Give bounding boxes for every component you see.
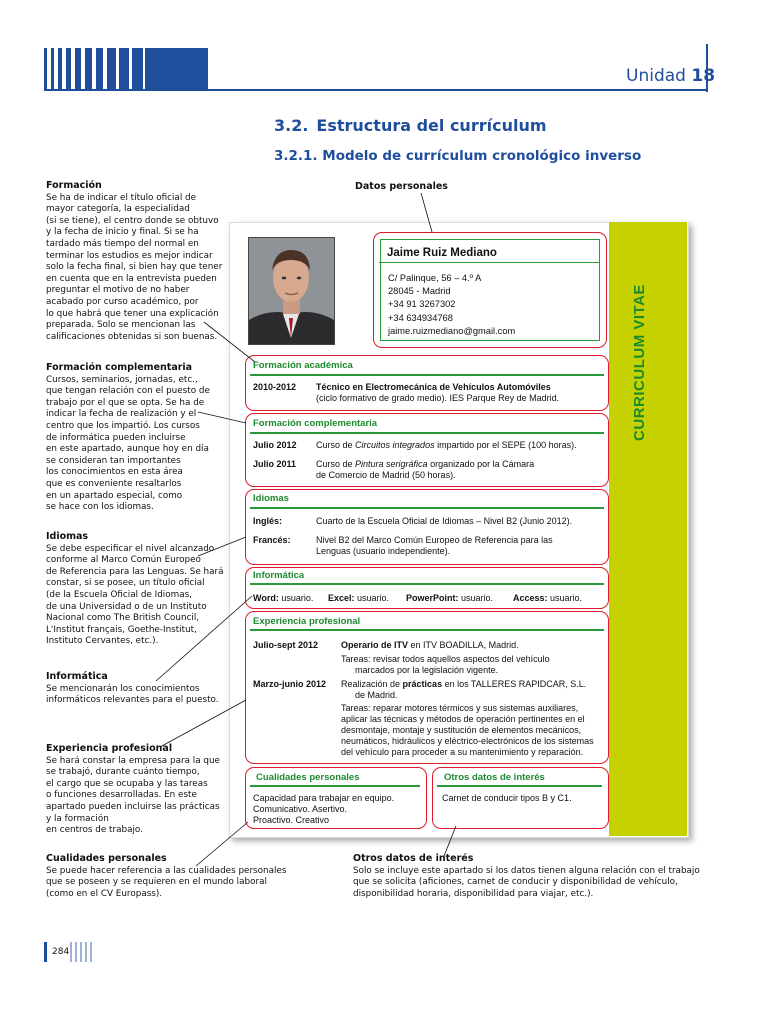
note-line: preparada. Solo se mencionan las (46, 320, 196, 331)
exp2-title: Realización de prácticas en los TALLERES RAPIDCAR, S.L. de Madrid. (341, 679, 587, 700)
note-line: L'Institut français, Goethe-Institut, (46, 624, 197, 635)
note-line: preguntar el motivo de no haber (46, 285, 190, 296)
informatica-word: Word: usuario. (253, 593, 314, 603)
note-line: se trabajó, durante cuánto tiempo, (46, 767, 200, 778)
sec-experiencia: Experiencia profesional (253, 616, 361, 627)
note-line: mayor categoría, la especialidad (46, 204, 190, 215)
subsection-title: 3.2.1. Modelo de currículum cronológico inverso (274, 148, 642, 164)
note-line: se consideran tan importantes (46, 455, 181, 466)
ingles-text: Cuarto de la Escuela Oficial de Idiomas – Nivel B2 (Junio 2012). (316, 516, 573, 526)
exp1-tasks: Tareas: revisar todos aquellos aspectos del vehículo marcados por la legislación vigente. (341, 654, 550, 675)
note-idiomas: Idiomas Se debe especificar el nivel alcanzado conforme al Marco Común Europeo de Referencia para las Lenguas. Se hará constar, si se posee, un título oficial (de la Escuela Oficial de Idiomas, de una Universidad o de un Instituto Nacional como The British Council, L'Institut français, Goethe-Institut, Instituto Cervantes, etc.). (46, 531, 236, 648)
footer-stripes (70, 942, 92, 962)
note-line: Se puede hacer referencia a las cualidades personales (46, 865, 287, 876)
note-line: los conocimientos en esta área (46, 467, 183, 478)
sec-idiomas: Idiomas (253, 493, 289, 504)
sec-otros-datos: Otros datos de interés (444, 772, 545, 783)
informatica-powerpoint: PowerPoint: usuario. (406, 593, 494, 603)
note-line: que se solicita (aficiones, carnet de conducir y disponibilidad de vehículo, (353, 877, 678, 888)
note-line: en este apartado, aunque hoy en día (46, 444, 209, 455)
note-line: en cuenta que en la entrevista pueden (46, 273, 217, 284)
callout-datos-personales: Datos personales (355, 181, 448, 192)
note-otros: Otros datos de interés Solo se incluye este apartado si los datos tienen alguna relación con el trabajo que se solicita (aficiones, carnet de conducir y disponibilidad de vehículo, disponibilidad horaria, disponibilidad para viajar, etc.). (353, 853, 713, 900)
note-line: terminar los estudios es mejor indicar (46, 250, 213, 261)
note-line: y la formación (46, 813, 109, 824)
note-line: Se ha de indicar el título oficial de (46, 192, 197, 203)
note-line: solo la fecha final, si bien hay que tener (46, 262, 223, 273)
note-line: tardado más tiempo del normal en (46, 238, 199, 249)
note-formacion: Formación Se ha de indicar el título oficial de mayor categoría, la especialidad (si se tiene), el centro donde se obtuvo y la fecha de inicio y final. Si se ha tardado más tiempo del normal en terminar los estudios es mejor indicar solo la fecha final, si bien hay que tener en cuenta que en la entrevista pueden preguntar el motivo de no haber acabado por curso académico, por lo que habrá que tener una explicación preparada. Solo se mencionan las calificaciones obtenidas si son buenas. (46, 180, 236, 343)
sec-formacion-complementaria: Formación complementaria (253, 418, 378, 429)
informatica-access: Access: usuario. (513, 593, 583, 603)
sec-informatica: Informática (253, 570, 305, 581)
note-informatica: Informática Se mencionarán los conocimientos informáticos relevantes para el puesto. (46, 671, 236, 707)
note-line: Solo se incluye este apartado si los datos tienen alguna relación con el trabajo (353, 865, 700, 876)
note-line: (como en el CV Europass). (46, 888, 163, 899)
note-line: que tengan relación con el puesto de (46, 386, 210, 397)
sec-cualidades: Cualidades personales (256, 772, 360, 783)
cv-name: Jaime Ruiz Mediano (387, 247, 497, 259)
note-line: informáticos relevantes para el puesto. (46, 695, 219, 706)
cualidades-list: Capacidad para trabajar en equipo. Comunicativo. Asertivo. Proactivo. Creativo (253, 793, 395, 825)
note-line: el cargo que se ocupaba y las tareas (46, 778, 208, 789)
exp2-date: Marzo-junio 2012 (253, 679, 327, 689)
note-line: de Referencia para las Lenguas. Se hará (46, 566, 224, 577)
note-line: Se mencionarán los conocimientos (46, 683, 200, 694)
sec-formacion-academica: Formación académica (253, 360, 353, 371)
section-title: 3.2. Estructura del currículum (274, 116, 547, 135)
otros-text: Carnet de conducir tipos B y C1. (442, 793, 572, 803)
note-line: Instituto Cervantes, etc.). (46, 636, 159, 647)
note-experiencia: Experiencia profesional Se hará constar la empresa para la que se trabajó, durante cuánto tiempo, el cargo que se ocupaba y las tareas o funciones desarrolladas. En este apartado pueden incluirse las prácticas y la formación en centros de trabajo. (46, 743, 236, 837)
note-line: (de la Escuela Oficial de Idiomas, (46, 589, 192, 600)
formacion-date: 2010-2012 (253, 382, 297, 392)
note-line: Se hará constar la empresa para la que (46, 755, 220, 766)
note-line: trabajo por el que se opta. Se ha de (46, 397, 205, 408)
note-line: en centros de trabajo. (46, 825, 143, 836)
note-line: disponibilidad horaria, disponibilidad para viajar, etc.). (353, 888, 594, 899)
footer-bar (44, 942, 47, 962)
unit-label: Unidad 18 (626, 66, 716, 86)
note-line: acabado por curso académico, por (46, 296, 199, 307)
note-line: calificaciones obtenidas si son buenas. (46, 331, 218, 342)
note-line: que se poseen y se requieren en el mundo laboral (46, 877, 267, 888)
note-line: centro que los impartió. Los cursos (46, 420, 200, 431)
ingles-label: Inglés: (253, 516, 283, 526)
cv-vertical-title: CURRICULUM VITAE (630, 283, 648, 441)
note-line: conforme al Marco Común Europeo (46, 555, 201, 566)
note-line: de informática pueden incluirse (46, 432, 186, 443)
note-line: en un apartado especial, como (46, 490, 183, 501)
note-line: Se debe especificar el nivel alcanzado (46, 543, 215, 554)
note-cualidades: Cualidades personales Se puede hacer referencia a las cualidades personales que se poseen y se requieren en el mundo laboral (como en el CV Europass). (46, 853, 336, 900)
formacion-text: Técnico en Electromecánica de Vehículos Automóviles (ciclo formativo de grado medio). IES Parque Rey de Madrid. (316, 382, 560, 403)
exp1-title: Operario de ITV en ITV BOADILLA, Madrid. (341, 640, 519, 650)
note-line: que es conveniente resaltarlos (46, 478, 182, 489)
note-line: se hace con los idiomas. (46, 502, 154, 513)
exp1-date: Julio-sept 2012 (253, 640, 319, 650)
note-line: indicar la fecha de realización y el (46, 409, 197, 420)
note-line: o funciones desarrolladas. En este (46, 790, 197, 801)
cv-address: C/ Palinque, 56 – 4.º A 28045 - Madrid +34 91 3267302 +34 634934768 jaime.ruizmediano@gmail.com (388, 273, 516, 336)
note-line: lo que habrá que tener una explicación (46, 308, 219, 319)
compl2-date: Julio 2011 (253, 459, 297, 469)
page-number: 284 (52, 947, 70, 957)
note-line: Nacional como The British Council, (46, 613, 200, 624)
frances-label: Francés: (253, 535, 291, 545)
note-line: de una Universidad o de un Instituto (46, 601, 207, 612)
frances-text: Nivel B2 del Marco Común Europeo de Referencia para las Lenguas (usuario independiente). (316, 535, 553, 556)
compl1-text: Curso de Circuitos integrados impartido por el SEPE (100 horas). (316, 440, 577, 450)
compl1-date: Julio 2012 (253, 440, 297, 450)
exp2-tasks: Tareas: reparar motores térmicos y sus sistemas auxiliares, aplicar las técnicas y métodos de operación pertinentes en el desmontaje, montaje y sustitución de elementos mecánicos, neumáticos, hidráulicos y eléctrico-electrónicos de los sistemas del vehículo para proceder a su mantenimiento y reparación. (341, 703, 594, 757)
note-complementaria: Formación complementaria Cursos, seminarios, jornadas, etc., que tengan relación con el puesto de trabajo por el que se opta. Se ha de indicar la fecha de realización y el centro que los impartió. Los cursos de informática pueden incluirse en este apartado, aunque hoy en día se consideran tan importantes los conocimientos en esta área que es conveniente resaltarlos en un apartado especial, como se hace con los idiomas. (46, 362, 236, 514)
note-line: Cursos, seminarios, jornadas, etc., (46, 374, 198, 385)
informatica-excel: Excel: usuario. (328, 593, 390, 603)
note-line: y la fecha de inicio y final. Si se ha (46, 227, 199, 238)
note-line: (si se tiene), el centro donde se obtuvo (46, 215, 219, 226)
compl2-text: Curso de Pintura serigráfica organizado por la Cámara de Comercio de Madrid (50 horas). (316, 459, 535, 480)
note-line: constar, si se posee, un título oficial (46, 578, 205, 589)
note-line: apartado pueden incluirse las prácticas (46, 801, 220, 812)
